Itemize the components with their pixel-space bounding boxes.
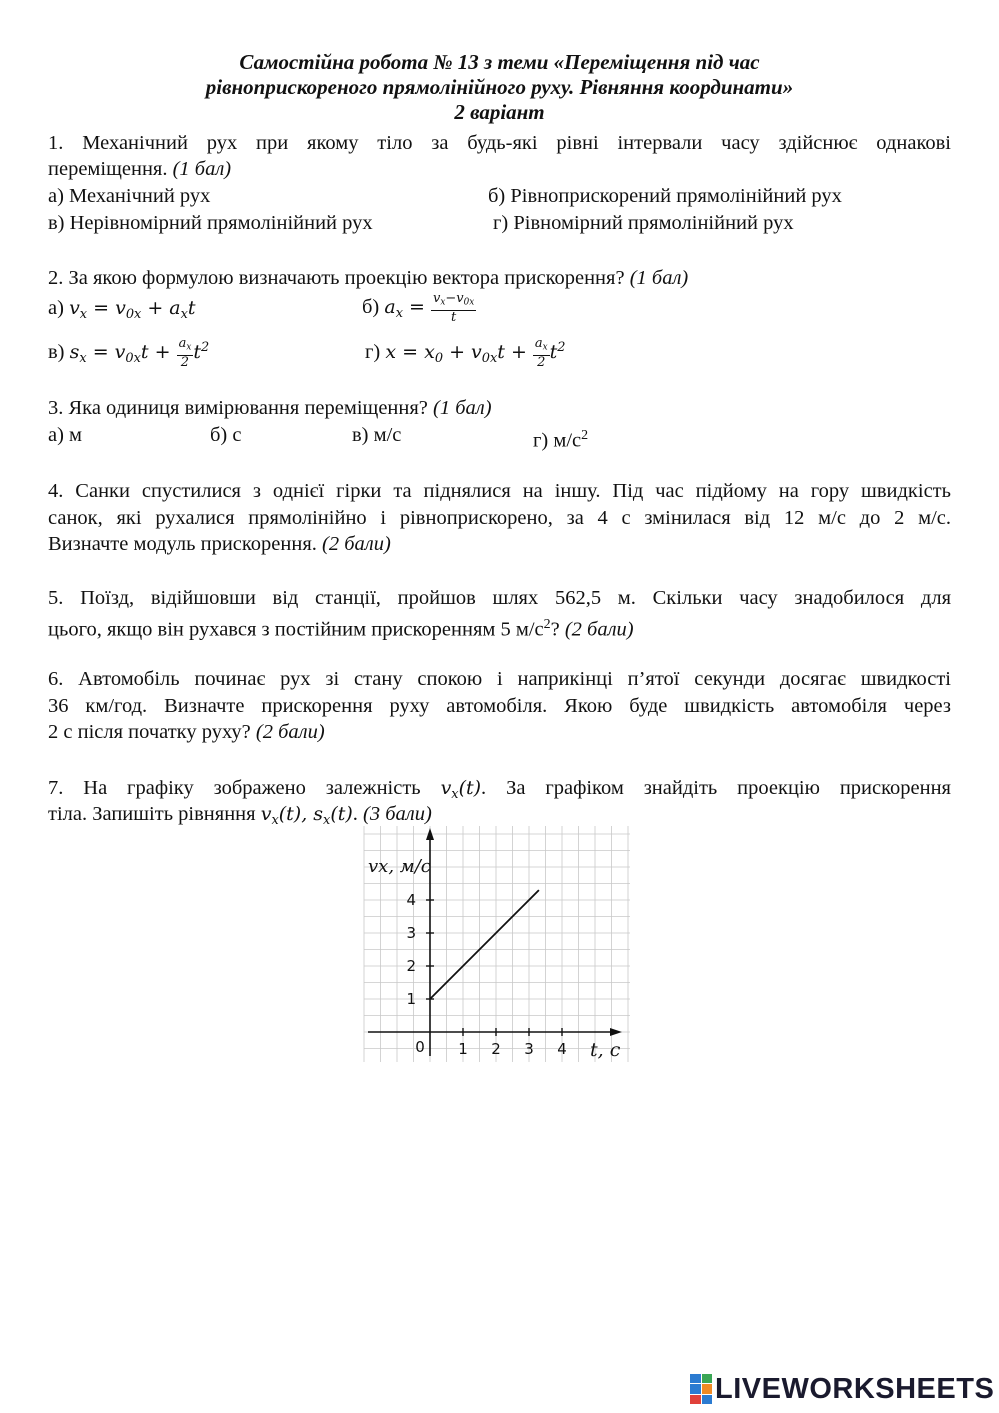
q5-text-line2: цього, якщо він рухався з постійним прискоренням 5 $м/с^2$? (2 бали) [48, 617, 634, 641]
q2-option-g: г) $x = x_0 + v_{0x}t$ + $\frac{a_x}{2}$ $t^2$ [365, 336, 566, 370]
q6-points: (2 бали) [255, 721, 325, 743]
q3-option-b: б) с [210, 424, 242, 446]
q2-option-a: а) $v_x = v_{0x} + a_xt$ [48, 297, 196, 322]
origin-label: 0 [415, 1038, 425, 1056]
worksheet-title-line2: рівноприскореного прямолінійного руху. Рівняння координати» [205, 75, 794, 99]
q4-text-line2: санок, які рухалися прямолінійно і рівноприскорено, за 4 с змінилася від 12 м/с до 2 м/с. [48, 507, 951, 529]
q3-points: (1 бал) [433, 397, 492, 419]
q7-text-line1: 7. На графіку зображено залежність $v_x(t)$. За графіком знайдіть проекцію прискорення [48, 777, 951, 802]
q1-option-g: г) Рівномірний прямолінійний рух [493, 212, 794, 234]
liveworksheets-logo [690, 1372, 994, 1406]
q1-text-line2: переміщення. (1 бал) [48, 158, 232, 180]
q7-text-line2: тіла. Запишіть рівняння $v_x(t)$, $s_x(t)$. (3 бали) [48, 803, 432, 828]
q1-option-v: в) Нерівномірний прямолінійний рух [48, 212, 373, 234]
q6-text-line1: 6. Автомобіль починає рух зі стану спокою і наприкінці п’ятої секунди досягає швидкості [48, 668, 951, 690]
q2-option-v: в) $s_x = v_{0x}t$ + $\frac{a_x}{2}$ $t^2$ [48, 336, 210, 370]
x-tick-label: 2 [491, 1040, 501, 1058]
q3-option-a: а) м [48, 424, 83, 446]
x-tick-label: 1 [458, 1040, 468, 1058]
variant-label: 2 варіант [454, 100, 545, 124]
q2-option-b: б) $a_x$ = $\frac{v_x-v_{0x}}{t}$ [362, 291, 475, 325]
q3-text: 3. Яка одиниця вимірювання переміщення? (1 бал) [48, 397, 492, 419]
logo-mark-icon [690, 1374, 712, 1404]
y-tick-label: 1 [406, 990, 416, 1008]
y-tick-label: 2 [406, 957, 416, 975]
x-axis-arrow-icon [610, 1028, 622, 1036]
graph-labels [368, 856, 621, 1061]
q2-points: (1 бал) [629, 267, 689, 289]
q6-text-line3: 2 с після початку руху? (2 бали) [48, 721, 325, 743]
y-tick-label: 4 [406, 891, 416, 909]
q6-text-line2: 36 км/год. Визначте прискорення руху автомобіля. Якою буде швидкість автомобіля через [48, 695, 951, 717]
q5-text-line1: 5. Поїзд, відійшовши від станції, пройшов шлях 562,5 м. Скільки часу знадобилося для [48, 587, 951, 609]
q5-points: (2 бали) [564, 618, 634, 641]
worksheet-title-line1: Самостійна робота № 13 з теми «Переміщення під час [239, 50, 760, 74]
velocity-time-graph [362, 822, 642, 1067]
q2-text: 2. За якою формулою визначають проекцію вектора прискорення? (1 бал) [48, 267, 689, 289]
y-tick-label: 3 [406, 924, 416, 942]
q1-points: (1 бал) [172, 158, 232, 180]
q1-text-line1: 1. Механічний рух при якому тіло за будь-які рівні інтервали часу здійснює однакові [48, 132, 951, 154]
q4-points: (2 бали) [322, 533, 391, 555]
q7-points: (3 бали) [363, 803, 432, 825]
x-axis-label: t, с [590, 1039, 621, 1061]
q3-option-g: г) $м/с^2$ [533, 428, 589, 452]
q4-text-line1: 4. Санки спустилися з однієї гірки та піднялися на іншу. Під час підйому на гору швидкість [48, 480, 951, 502]
q3-option-v: в) м/с [352, 424, 402, 446]
q1-option-a: а) Механічний рух [48, 185, 211, 207]
x-tick-label: 4 [557, 1040, 567, 1058]
x-tick-label: 3 [524, 1040, 534, 1058]
logo-text: LIVEWORKSHEETS [715, 1372, 995, 1405]
q4-text-line3: Визначте модуль прискорення. (2 бали) [48, 533, 391, 555]
y-axis-label: vx, м/с [368, 856, 431, 877]
q1-option-b: б) Рівноприскорений прямолінійний рух [488, 185, 842, 207]
